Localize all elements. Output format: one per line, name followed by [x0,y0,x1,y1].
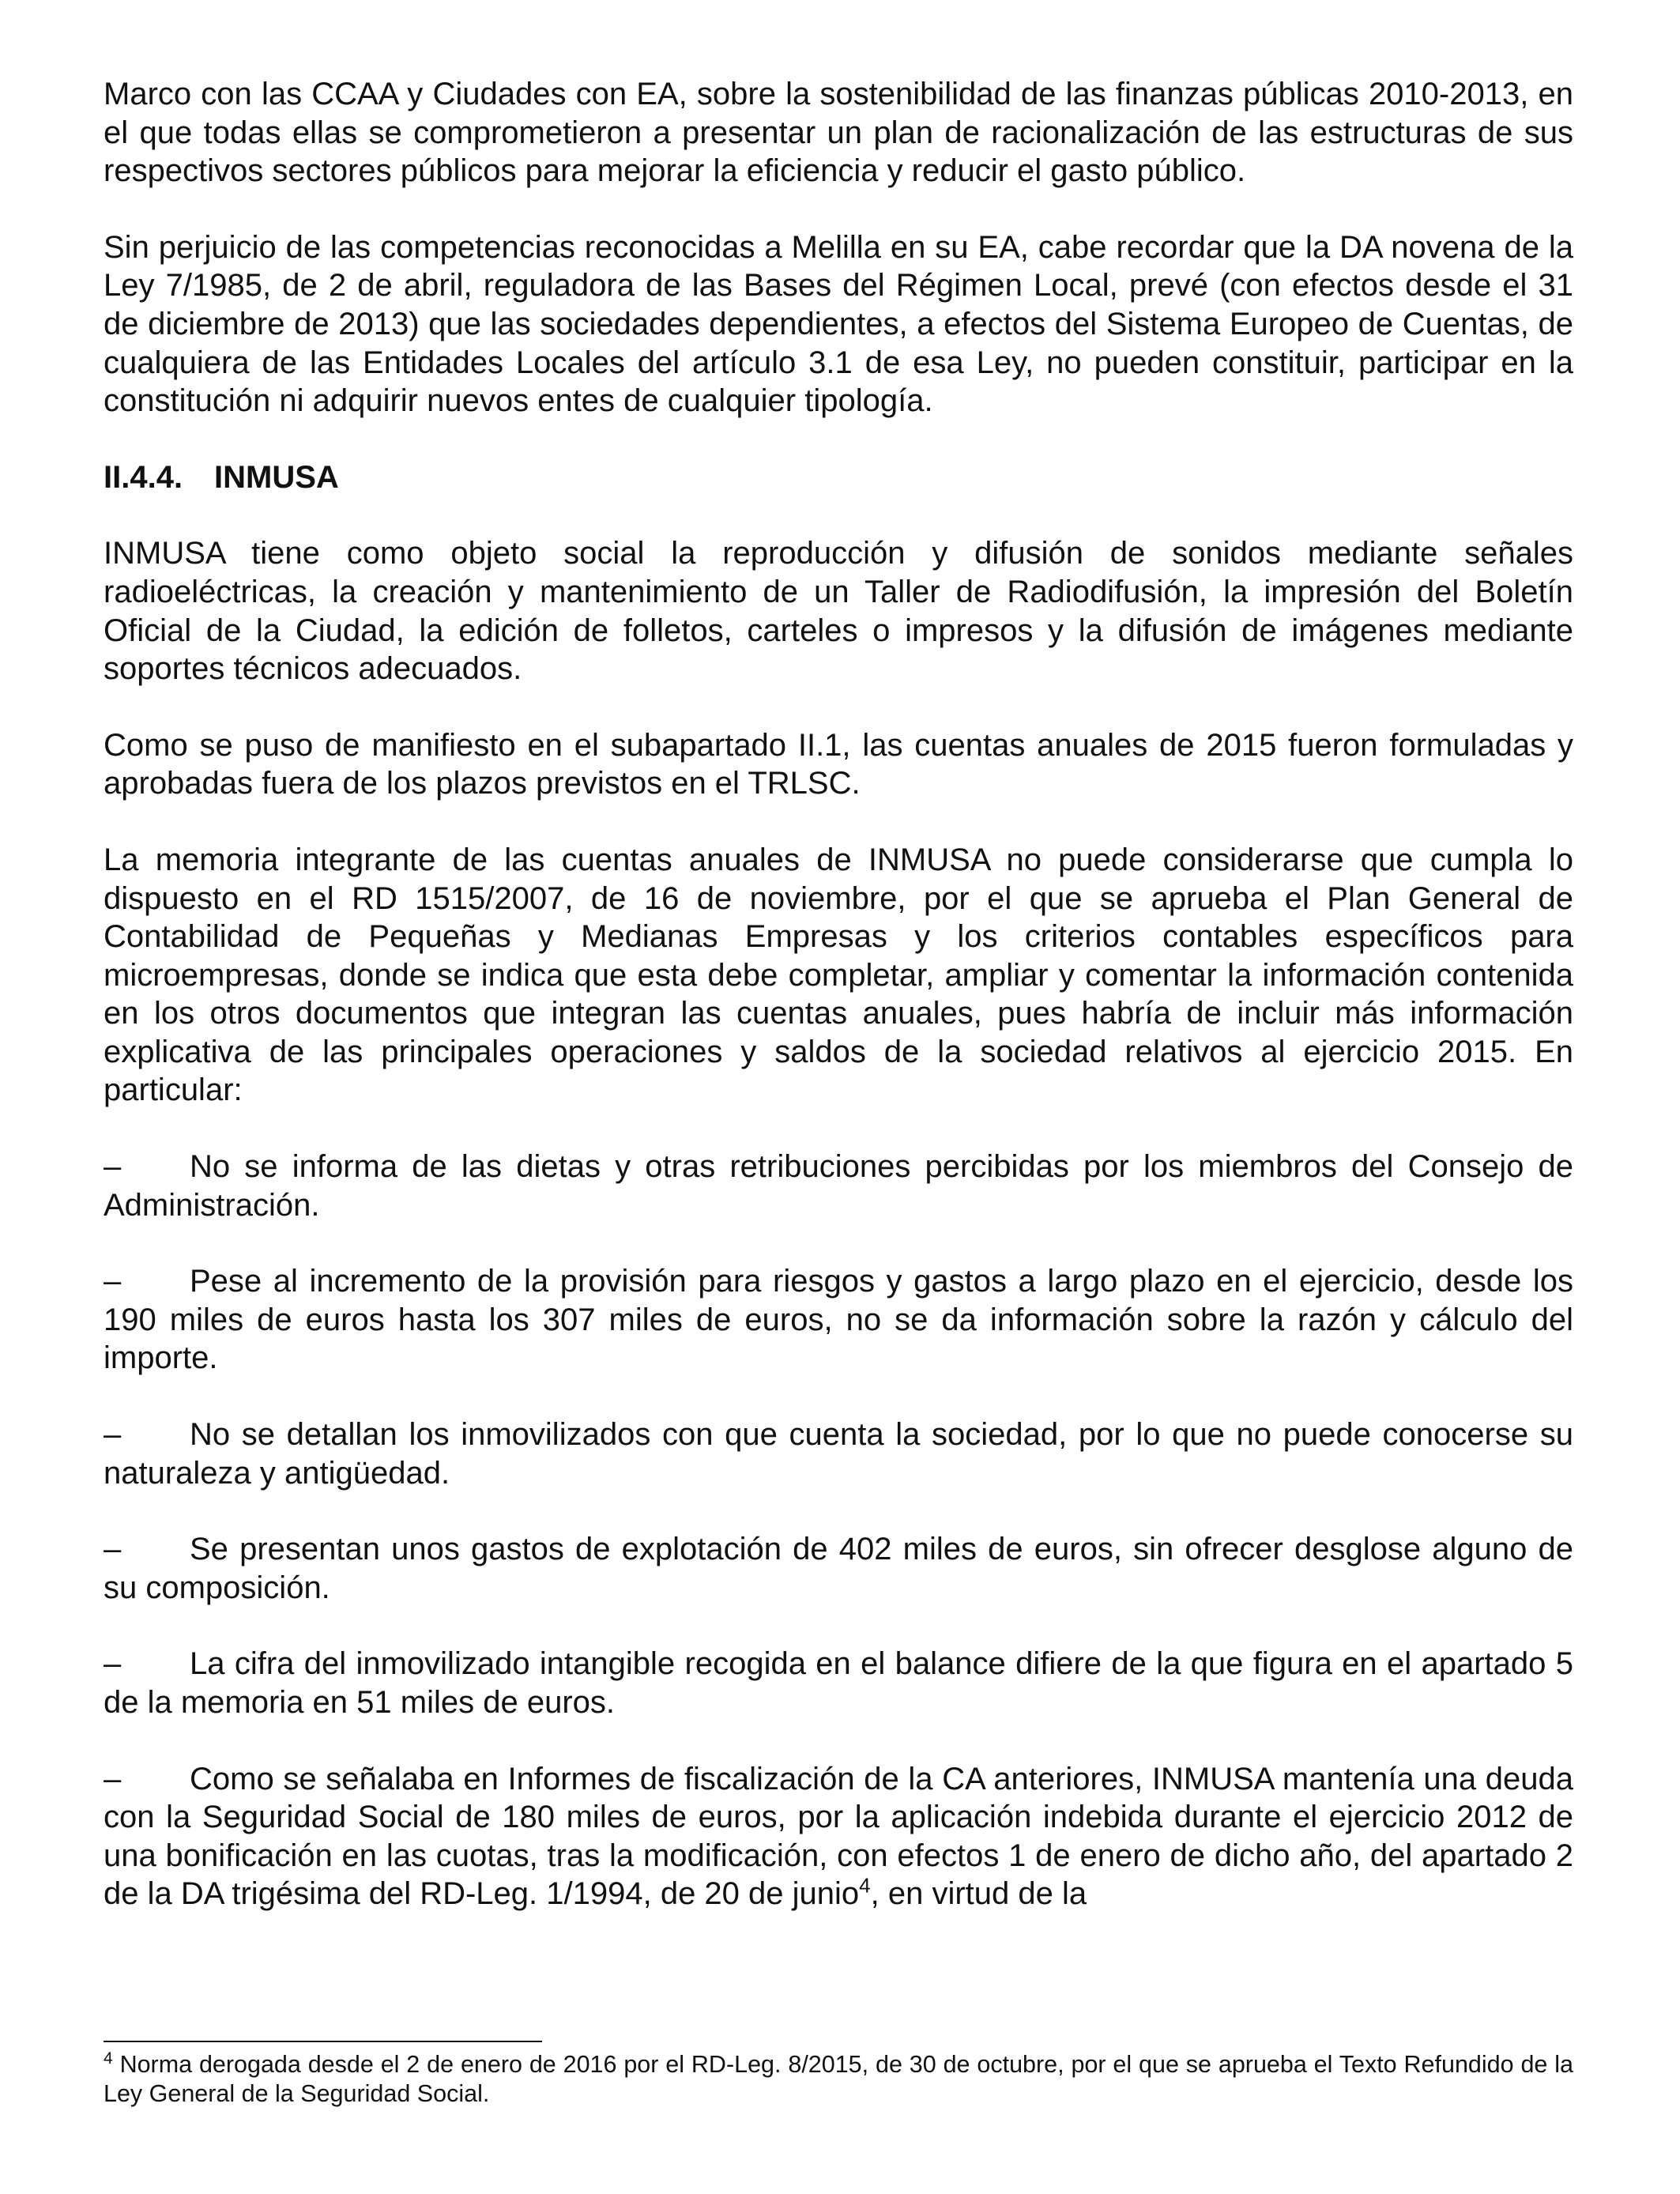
bullet-text: Pese al incremento de la provisión para riesgos y gastos a largo plazo en el ejercicio, desde los 190 miles de euros hasta los 307 miles de euros, no se da información sobre la razón y cálculo del importe. [104,1264,1573,1376]
bullet-item-4 [104,1530,1573,1607]
bullet-item-1 [104,1148,1573,1224]
bullet-item-3 [104,1416,1573,1492]
document-body [104,75,1573,1951]
paragraph-section-1: INMUSA tiene como objeto social la reproducción y difusión de sonidos mediante señales radioeléctricas, la creación y mantenimiento de un Taller de Radiodifusión, la impresión del Boletín Oficial de la Ciudad, la edición de folletos, carteles o impresos y la difusión de imágenes mediante soportes técnicos adecuados. [104,536,1573,687]
section-title: INMUSA [214,459,339,495]
footnote-text: Norma derogada desde el 2 de enero de 2016 por el RD-Leg. 8/2015, de 30 de octubre, por el que se aprueba el Texto Refundido de la Ley General de la Seguridad Social. [104,2051,1573,2107]
footnote-divider [104,2041,542,2042]
bullet-dash: – [104,1417,122,1453]
bullet-text: Se presentan unos gastos de explotación de 402 miles de euros, sin ofrecer desglose alguno de su composición. [104,1532,1573,1605]
bullet-dash: – [104,1532,122,1567]
paragraph-intro-2: Sin perjuicio de las competencias reconocidas a Melilla en su EA, cabe recordar que la DA novena de la Ley 7/1985, de 2 de abril, reguladora de las Bases del Régimen Local, prevé (con efectos desde el 31 de diciembre de 2013) que las sociedades dependientes, a efectos del Sistema Europeo de Cuentas, de cualquiera de las Entidades Locales del artículo 3.1 de esa Ley, no pueden constituir, participar en la constitución ni adquirir nuevos entes de cualquier tipología. [104,229,1573,419]
bullet-text: La cifra del inmovilizado intangible recogida en el balance difiere de la que figura en el apartado 5 de la memoria en 51 miles de euros. [104,1646,1573,1720]
bullet-text: Como se señalaba en Informes de fiscalización de la CA anteriores, INMUSA mantenía una deuda con la Seguridad Social de 180 miles de euros, por la aplicación indebida durante el ejercicio 2012 de una bonificación en las cuotas, tras la modificación, con efectos 1 de enero de dicho año, del apartado 2 de la DA trigésima del RD-Leg. 1/1994, de 20 de junio [104,1761,1573,1912]
bullet-dash: – [104,1646,122,1682]
bullet-item-5 [104,1645,1573,1721]
paragraph-section-3: La memoria integrante de las cuentas anuales de INMUSA no puede considerarse que cumpla lo dispuesto en el RD 1515/2007, de 16 de noviembre, por el que se aprueba el Plan General de Contabilidad de Pequeñas y Medianas Empresas y los criterios contables específicos para microempresas, donde se indica que esta debe completar, ampliar y comentar la información contenida en los otros documentos que integran las cuentas anuales, pues habría de incluir más información explicativa de las principales operaciones y saldos de la sociedad relativos al ejercicio 2015. En particular: [104,842,1573,1108]
bullet-text: No se informa de las dietas y otras retribuciones percibidas por los miembros del Consejo de Administración. [104,1149,1573,1223]
footnote-reference[interactable]: 4 [859,1874,871,1898]
bullet-item-2 [104,1262,1573,1378]
section-number: II.4.4. [104,459,183,495]
bullet-dash: – [104,1761,122,1796]
section-heading [104,458,1573,497]
bullet-item-6 [104,1760,1573,1913]
bullet-text-continuation: , en virtud de la [870,1876,1087,1912]
paragraph-intro-1: Marco con las CCAA y Ciudades con EA, sobre la sostenibilidad de las finanzas públicas 2010-2013, en el que todas ellas se comprometieron a presentar un plan de racionalización de las estructuras de sus respectivos sectores públicos para mejorar la eficiencia y reducir el gasto público. [104,77,1573,189]
footnote [104,2050,1573,2109]
paragraph-section-2: Como se puso de manifiesto en el subapartado II.1, las cuentas anuales de 2015 fueron formuladas y aprobadas fuera de los plazos previstos en el TRLSC. [104,727,1573,801]
bullet-dash: – [104,1264,122,1299]
footnote-number: 4 [104,2049,113,2068]
bullet-text: No se detallan los inmovilizados con que cuenta la sociedad, por lo que no puede conocerse su naturaleza y antigüedad. [104,1417,1573,1491]
bullet-dash: – [104,1149,122,1185]
